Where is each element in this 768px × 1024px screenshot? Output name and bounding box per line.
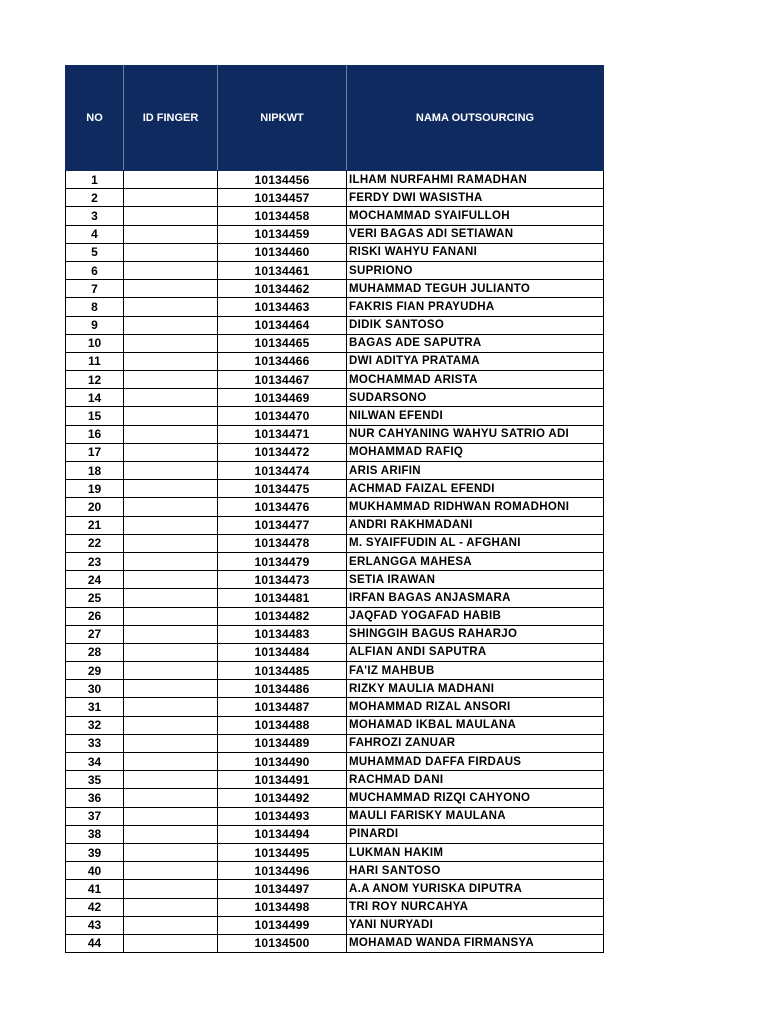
table-row [66, 625, 604, 643]
cell-id-finger [124, 534, 218, 552]
cell-no: 42 [66, 898, 124, 916]
cell-id-finger [124, 898, 218, 916]
table-row [66, 862, 604, 880]
cell-id-finger [124, 789, 218, 807]
cell-no: 10 [66, 334, 124, 352]
cell-no: 28 [66, 643, 124, 661]
cell-nama: A.A ANOM YURISKA DIPUTRA [347, 880, 604, 898]
cell-id-finger [124, 480, 218, 498]
cell-nipkwt: 10134497 [218, 880, 347, 898]
cell-no: 15 [66, 407, 124, 425]
cell-nama: MUHAMMAD TEGUH JULIANTO [347, 280, 604, 298]
cell-id-finger [124, 716, 218, 734]
table-row [66, 443, 604, 461]
cell-nipkwt: 10134475 [218, 480, 347, 498]
cell-no: 7 [66, 280, 124, 298]
cell-nama: ACHMAD FAIZAL EFENDI [347, 480, 604, 498]
cell-nipkwt: 10134486 [218, 680, 347, 698]
cell-no: 29 [66, 662, 124, 680]
cell-id-finger [124, 189, 218, 207]
cell-id-finger [124, 753, 218, 771]
table-row [66, 480, 604, 498]
cell-no: 18 [66, 462, 124, 480]
cell-nama: VERI BAGAS ADI SETIAWAN [347, 225, 604, 243]
cell-nipkwt: 10134458 [218, 207, 347, 225]
cell-id-finger [124, 880, 218, 898]
header-nama-outsourcing: NAMA OUTSOURCING [347, 66, 604, 171]
cell-no: 5 [66, 243, 124, 261]
cell-no: 32 [66, 716, 124, 734]
table-row [66, 298, 604, 316]
cell-id-finger [124, 662, 218, 680]
cell-no: 9 [66, 316, 124, 334]
table-row [66, 807, 604, 825]
cell-nipkwt: 10134472 [218, 443, 347, 461]
table-row [66, 643, 604, 661]
cell-nipkwt: 10134493 [218, 807, 347, 825]
cell-id-finger [124, 280, 218, 298]
cell-nama: ANDRI RAKHMADANI [347, 516, 604, 534]
cell-nipkwt: 10134500 [218, 934, 347, 952]
cell-id-finger [124, 207, 218, 225]
header-id-finger: ID FINGER [124, 66, 218, 171]
table-body [66, 171, 604, 953]
table-row [66, 462, 604, 480]
cell-nama: SETIA IRAWAN [347, 571, 604, 589]
cell-nama: M. SYAIFFUDIN AL - AFGHANI [347, 534, 604, 552]
cell-no: 36 [66, 789, 124, 807]
cell-id-finger [124, 734, 218, 752]
header-no: NO [66, 66, 124, 171]
table-row [66, 425, 604, 443]
table-row [66, 589, 604, 607]
cell-nipkwt: 10134498 [218, 898, 347, 916]
cell-nama: ARIS ARIFIN [347, 462, 604, 480]
cell-id-finger [124, 807, 218, 825]
cell-no: 17 [66, 443, 124, 461]
cell-nipkwt: 10134479 [218, 552, 347, 570]
cell-nama: MUHAMMAD DAFFA FIRDAUS [347, 753, 604, 771]
cell-id-finger [124, 171, 218, 189]
cell-no: 44 [66, 934, 124, 952]
cell-nama: NUR CAHYANING WAHYU SATRIO ADI [347, 425, 604, 443]
cell-nipkwt: 10134483 [218, 625, 347, 643]
cell-id-finger [124, 334, 218, 352]
table-row [66, 352, 604, 370]
cell-id-finger [124, 407, 218, 425]
cell-nama: FAKRIS FIAN PRAYUDHA [347, 298, 604, 316]
cell-nama: RACHMAD DANI [347, 771, 604, 789]
cell-nipkwt: 10134495 [218, 843, 347, 861]
cell-nipkwt: 10134471 [218, 425, 347, 443]
table-row [66, 516, 604, 534]
cell-id-finger [124, 552, 218, 570]
cell-no: 31 [66, 698, 124, 716]
cell-no: 11 [66, 352, 124, 370]
cell-id-finger [124, 607, 218, 625]
cell-no: 30 [66, 680, 124, 698]
table-row [66, 316, 604, 334]
cell-nama: DIDIK SANTOSO [347, 316, 604, 334]
cell-nama: YANI NURYADI [347, 916, 604, 934]
cell-no: 22 [66, 534, 124, 552]
cell-id-finger [124, 498, 218, 516]
cell-nama: MOCHAMMAD ARISTA [347, 371, 604, 389]
cell-nipkwt: 10134459 [218, 225, 347, 243]
table-row [66, 716, 604, 734]
table-header [66, 66, 604, 171]
cell-nama: PINARDI [347, 825, 604, 843]
cell-id-finger [124, 371, 218, 389]
table-row [66, 789, 604, 807]
cell-id-finger [124, 589, 218, 607]
cell-id-finger [124, 916, 218, 934]
cell-nama: ILHAM NURFAHMI RAMADHAN [347, 171, 604, 189]
cell-nama: LUKMAN HAKIM [347, 843, 604, 861]
table-row [66, 662, 604, 680]
cell-no: 34 [66, 753, 124, 771]
table-row [66, 552, 604, 570]
cell-nipkwt: 10134465 [218, 334, 347, 352]
cell-nipkwt: 10134481 [218, 589, 347, 607]
outsourcing-table [65, 65, 604, 953]
cell-no: 40 [66, 862, 124, 880]
cell-nipkwt: 10134457 [218, 189, 347, 207]
cell-no: 33 [66, 734, 124, 752]
cell-no: 1 [66, 171, 124, 189]
cell-nama: MUCHAMMAD RIZQI CAHYONO [347, 789, 604, 807]
cell-id-finger [124, 462, 218, 480]
cell-no: 23 [66, 552, 124, 570]
cell-no: 26 [66, 607, 124, 625]
cell-nipkwt: 10134476 [218, 498, 347, 516]
cell-no: 19 [66, 480, 124, 498]
table-row [66, 916, 604, 934]
cell-nama: MUKHAMMAD RIDHWAN ROMADHONI [347, 498, 604, 516]
cell-no: 6 [66, 261, 124, 279]
cell-nipkwt: 10134485 [218, 662, 347, 680]
table-row [66, 243, 604, 261]
cell-nipkwt: 10134499 [218, 916, 347, 934]
cell-id-finger [124, 771, 218, 789]
cell-nama: JAQFAD YOGAFAD HABIB [347, 607, 604, 625]
cell-nipkwt: 10134494 [218, 825, 347, 843]
cell-nipkwt: 10134463 [218, 298, 347, 316]
cell-nama: RIZKY MAULIA MADHANI [347, 680, 604, 698]
cell-id-finger [124, 443, 218, 461]
cell-nipkwt: 10134490 [218, 753, 347, 771]
table-row [66, 898, 604, 916]
cell-nama: ERLANGGA MAHESA [347, 552, 604, 570]
table-row [66, 280, 604, 298]
table-row [66, 571, 604, 589]
cell-id-finger [124, 825, 218, 843]
cell-nama: TRI ROY NURCAHYA [347, 898, 604, 916]
cell-nipkwt: 10134456 [218, 171, 347, 189]
cell-nama: SUDARSONO [347, 389, 604, 407]
cell-no: 24 [66, 571, 124, 589]
cell-no: 3 [66, 207, 124, 225]
cell-nipkwt: 10134466 [218, 352, 347, 370]
table-row [66, 371, 604, 389]
table-row [66, 934, 604, 952]
cell-id-finger [124, 698, 218, 716]
table-row [66, 407, 604, 425]
cell-id-finger [124, 843, 218, 861]
cell-nipkwt: 10134492 [218, 789, 347, 807]
cell-no: 20 [66, 498, 124, 516]
cell-nama: MOHAMAD IKBAL MAULANA [347, 716, 604, 734]
cell-nipkwt: 10134470 [218, 407, 347, 425]
cell-id-finger [124, 934, 218, 952]
cell-nipkwt: 10134482 [218, 607, 347, 625]
cell-no: 39 [66, 843, 124, 861]
cell-nama: RISKI WAHYU FANANI [347, 243, 604, 261]
cell-nipkwt: 10134460 [218, 243, 347, 261]
cell-nipkwt: 10134488 [218, 716, 347, 734]
cell-no: 12 [66, 371, 124, 389]
cell-nama: HARI SANTOSO [347, 862, 604, 880]
cell-id-finger [124, 316, 218, 334]
cell-no: 41 [66, 880, 124, 898]
cell-nipkwt: 10134491 [218, 771, 347, 789]
cell-id-finger [124, 225, 218, 243]
table-row [66, 825, 604, 843]
cell-no: 21 [66, 516, 124, 534]
table-row [66, 171, 604, 189]
table-row [66, 207, 604, 225]
cell-no: 37 [66, 807, 124, 825]
cell-nama: IRFAN BAGAS ANJASMARA [347, 589, 604, 607]
table-row [66, 734, 604, 752]
cell-nama: MOHAMAD WANDA FIRMANSYA [347, 934, 604, 952]
table-row [66, 771, 604, 789]
cell-nipkwt: 10134487 [218, 698, 347, 716]
cell-nama: DWI ADITYA PRATAMA [347, 352, 604, 370]
cell-nama: SUPRIONO [347, 261, 604, 279]
cell-nipkwt: 10134478 [218, 534, 347, 552]
cell-id-finger [124, 680, 218, 698]
cell-nama: FAHROZI ZANUAR [347, 734, 604, 752]
table-row [66, 607, 604, 625]
cell-id-finger [124, 571, 218, 589]
cell-no: 38 [66, 825, 124, 843]
cell-no: 27 [66, 625, 124, 643]
cell-nipkwt: 10134464 [218, 316, 347, 334]
table-row [66, 225, 604, 243]
cell-id-finger [124, 516, 218, 534]
cell-nama: MAULI FARISKY MAULANA [347, 807, 604, 825]
table-row [66, 880, 604, 898]
cell-nama: FA'IZ MAHBUB [347, 662, 604, 680]
cell-nipkwt: 10134496 [218, 862, 347, 880]
cell-no: 8 [66, 298, 124, 316]
cell-no: 35 [66, 771, 124, 789]
cell-nipkwt: 10134477 [218, 516, 347, 534]
table-row [66, 534, 604, 552]
cell-no: 4 [66, 225, 124, 243]
cell-nipkwt: 10134461 [218, 261, 347, 279]
cell-nama: SHINGGIH BAGUS RAHARJO [347, 625, 604, 643]
cell-nama: MOHAMMAD RAFIQ [347, 443, 604, 461]
cell-no: 16 [66, 425, 124, 443]
cell-id-finger [124, 243, 218, 261]
table-row [66, 334, 604, 352]
cell-nipkwt: 10134467 [218, 371, 347, 389]
table-row [66, 498, 604, 516]
cell-id-finger [124, 625, 218, 643]
cell-nipkwt: 10134474 [218, 462, 347, 480]
cell-nama: MOCHAMMAD SYAIFULLOH [347, 207, 604, 225]
cell-no: 2 [66, 189, 124, 207]
cell-no: 25 [66, 589, 124, 607]
cell-no: 43 [66, 916, 124, 934]
cell-id-finger [124, 643, 218, 661]
cell-id-finger [124, 298, 218, 316]
cell-nipkwt: 10134484 [218, 643, 347, 661]
table-row [66, 389, 604, 407]
cell-nama: FERDY DWI WASISTHA [347, 189, 604, 207]
cell-nama: ALFIAN ANDI SAPUTRA [347, 643, 604, 661]
table-row [66, 680, 604, 698]
header-row [66, 66, 604, 171]
cell-id-finger [124, 862, 218, 880]
header-nipkwt: NIPKWT [218, 66, 347, 171]
cell-nama: MOHAMMAD RIZAL ANSORI [347, 698, 604, 716]
cell-no: 14 [66, 389, 124, 407]
table-row [66, 698, 604, 716]
table-row [66, 261, 604, 279]
cell-id-finger [124, 389, 218, 407]
cell-id-finger [124, 425, 218, 443]
cell-nama: NILWAN EFENDI [347, 407, 604, 425]
table-row [66, 189, 604, 207]
cell-nipkwt: 10134462 [218, 280, 347, 298]
cell-id-finger [124, 352, 218, 370]
cell-nama: BAGAS ADE SAPUTRA [347, 334, 604, 352]
cell-nipkwt: 10134489 [218, 734, 347, 752]
cell-id-finger [124, 261, 218, 279]
table-row [66, 843, 604, 861]
cell-nipkwt: 10134469 [218, 389, 347, 407]
table-row [66, 753, 604, 771]
cell-nipkwt: 10134473 [218, 571, 347, 589]
